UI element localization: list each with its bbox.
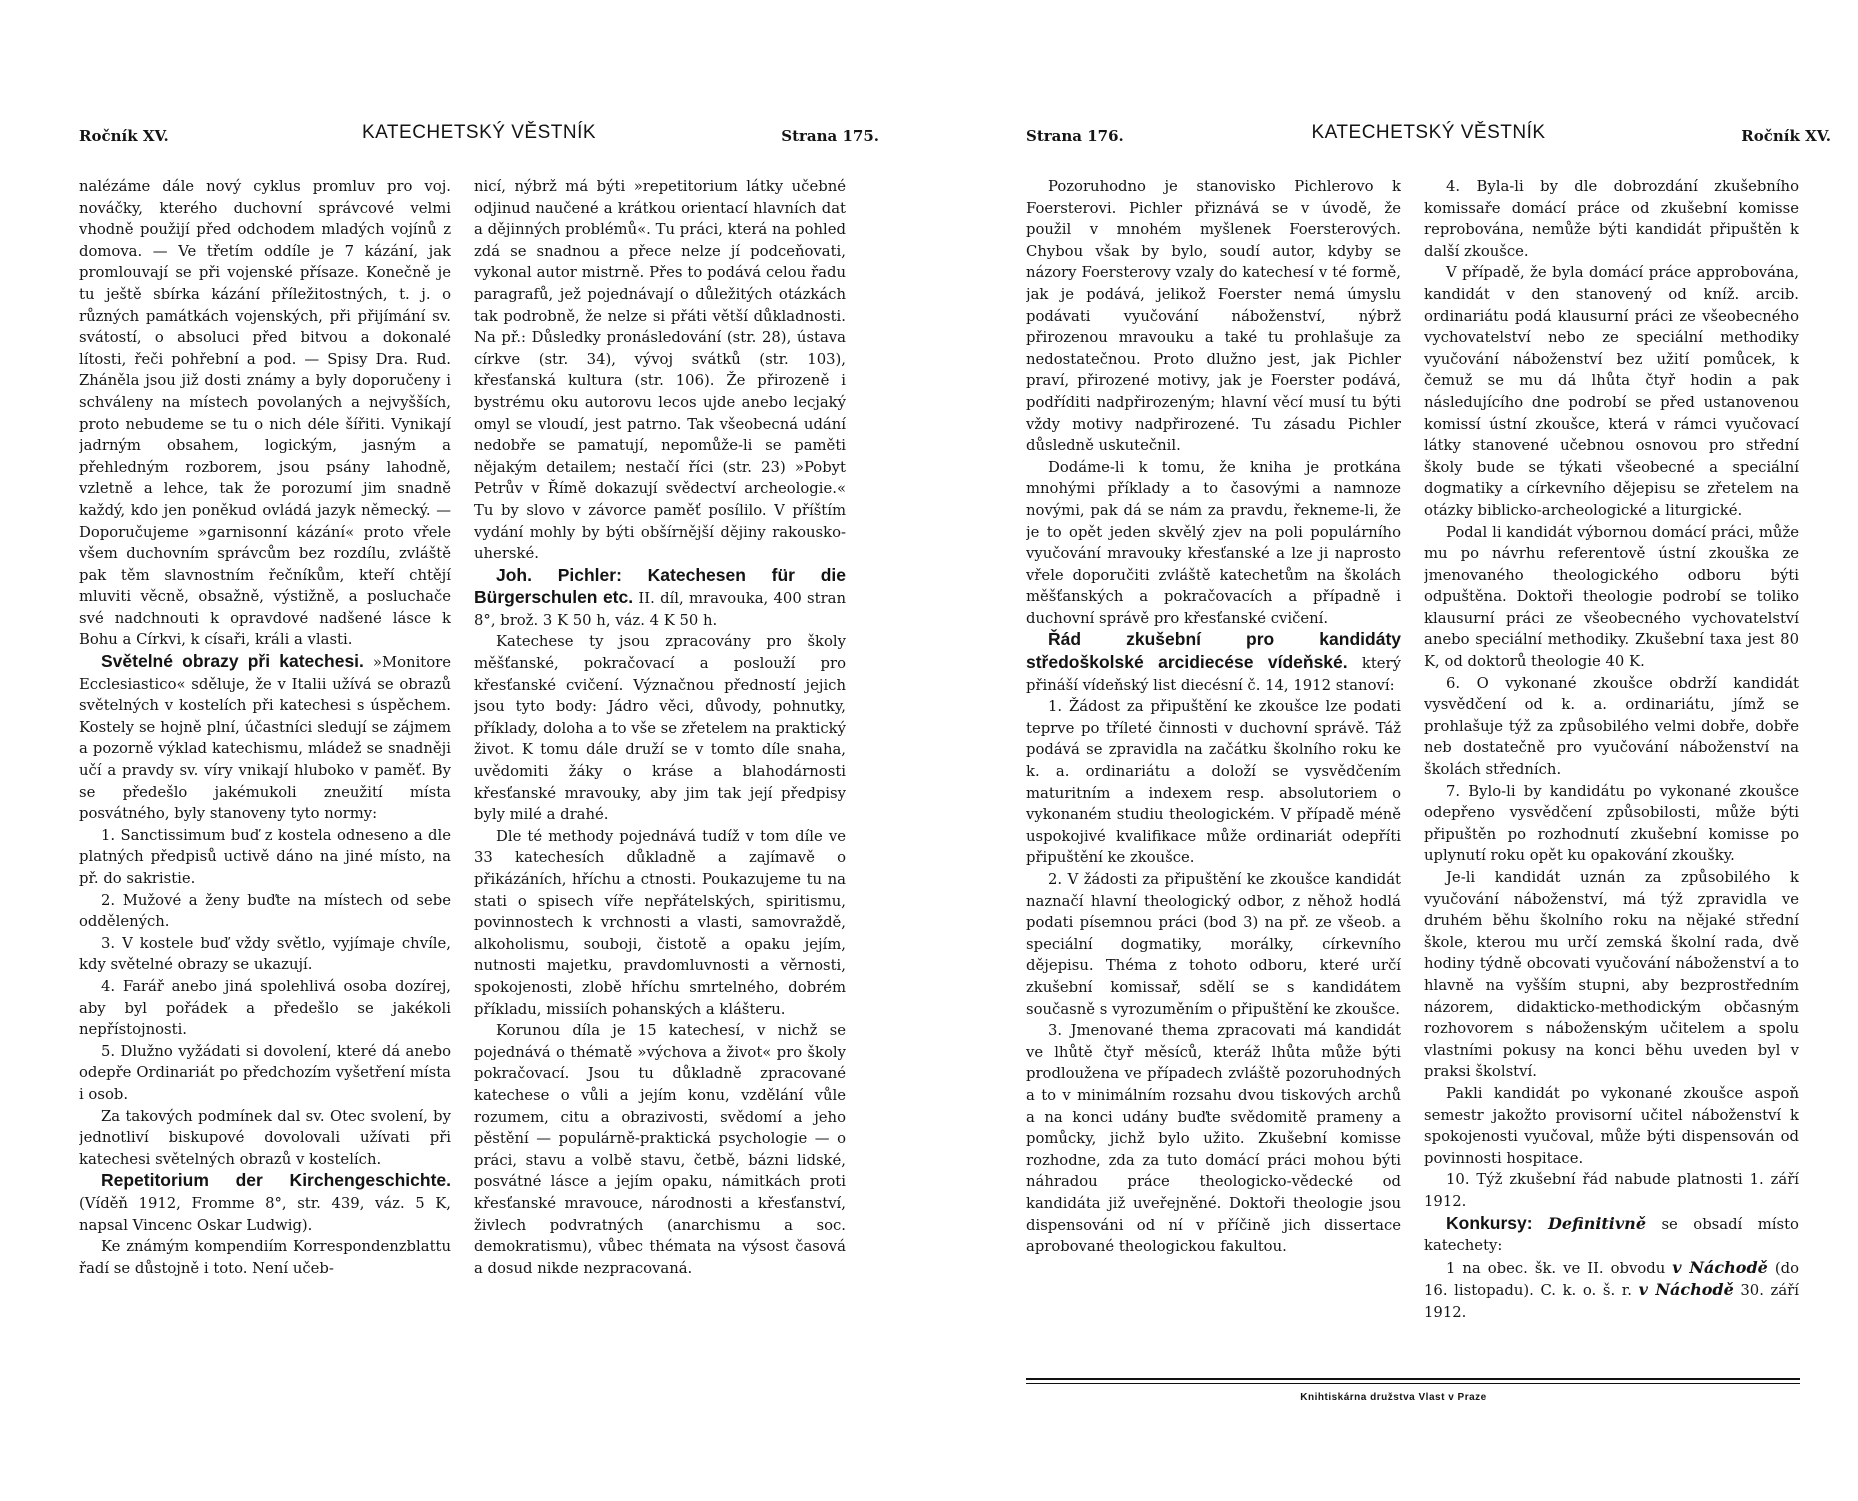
paragraph: Katechese ty jsou zpracovány pro školy měšťanské, pokračovací a poslouží pro křesťanské cvičení. Význačnou předností jejich jsou tyto body: Jádro věci, důvody, pohnutky, příklady, doloha a to vše se zřetelem na praktický život. K tomu dále druží se v tomto díle snaha, uvědomiti žáky o kráse a blahodárnosti křesťanské mravouky, aby jim tak její předpisy byly milé a drahé. (474, 633, 846, 824)
page-number: Strana 176. (1026, 127, 1124, 145)
list-item: 3. Jmenované thema zpracovati má kandidát ve lhůtě čtyř měsíců, kteráž lhůta může býti prodloužena ve případech zvláště pozoruhodných a to v minimálním rozsahu dvou tiskových archů a na konci udány buďte svědomitě prameny a pomůcky, jichž bylo užito. Zkušební komisse rozhodne, zda za tuto domácí práci mohou býti náhradou práce theologicko-vědecké od kandidáta již uveřejněné. Doktoři theologie jsou dispensováni od ní v příčině jich dissertace aprobované theologickou fakultou. (1026, 1022, 1401, 1256)
column-1 (79, 176, 451, 1279)
paragraph: Dodáme-li k tomu, že kniha je protkána mnohými příklady a to časovými a namnoze novými, pak dá se nám za pravdu, řekneme-li, že je to opět jeden skvělý zjev na poli populárního vyučování mravouky křesťanské a lze ji naprosto vřele doporučiti zvláště katechetům na školách měšťanských a pokračovacích a případně i duchovní správě pro křesťanské cvičení. (1026, 458, 1401, 627)
paragraph-text: který přináší vídeňský list diecésní č. 14, 1912 stanoví: (1026, 655, 1401, 694)
paragraph: Podal li kandidát výbornou domácí práci, může mu po návrhu referentově ústní zkouška ze jmenovaného theologického odboru býti odpuštěna. Doktoři theologie podrobí se toliko klausurní práci ze všeobecného vychovatelství anebo speciální methodiky. Zkušební taxa jest 80 K, od doktorů theologie 40 K. (1424, 523, 1799, 671)
article-paragraph (79, 651, 451, 825)
definitive-label: Definitivně (1548, 1213, 1646, 1233)
list-item: 5. Dlužno vyžádati si dovolení, které dá anebo odepře Ordinariát po předchozím vyšetření místa i osob. (79, 1042, 451, 1103)
paragraph: Dle té methody pojednává tudíž v tom díle ve 33 katechesích důkladně a zajímavě o přikázáních, hříchu a ctnosti. Poukazujeme tu na stati o spisech víře nepřátelských, spiritismu, povinnostech k vrchnosti a vlasti, samovraždě, alkoholismu, souboji, čistotě a opaku jejím, nutnosti majetku, pravdomluvnosti a věrnosti, spokojenosti, zlobě hříchu smrtelného, dobrém příkladu, missiích pohanských a klášteru. (474, 827, 846, 1018)
list-item: 1. Sanctissimum buď z kostela odneseno a dle platných předpisů uctivě dáno na jiné místo, na př. do sakristie. (79, 826, 451, 887)
place-name: v Náchodě (1638, 1280, 1734, 1300)
list-item: 6. O vykonané zkoušce obdrží kandidát vysvědčení od k. a. ordinariátu, jímž se prohlašuje týž za způsobilého velmi dobře, dobře neb dostatečně pro vyučování náboženství na školách středních. (1424, 674, 1799, 779)
place-name: v Náchodě (1672, 1257, 1768, 1277)
paragraph-text: se obsadí místo katechety: (1424, 1215, 1799, 1255)
footer-rule (1026, 1378, 1800, 1380)
list-item: 4. Byla-li by dle dobrozdání zkušebního komissaře domácí práce od zkušební komisse reprobována, nemůže býti kandidát připuštěn k další zkoušce. (1424, 178, 1799, 260)
article-paragraph (474, 565, 846, 632)
paragraph: Ke známým kompendiím Korrespondenzblattu řadí se důstojně i toto. Není učeb- (79, 1238, 451, 1277)
paragraph: Korunou díla je 15 katechesí, v nichž se pojednává o thématě »výchova a život« pro školy pokračovací. Jsou tu důkladně zpracované katechese o vůli a jejím konu, vzdělání vůle rozumem, citu a obrazivosti, svědomí a jeho pěstění — populárně-praktická psychologie — o práci, stavu a volbě stavu, četbě, bázni lidské, posvátné lásce a jejím opaku, námitkách proti křesťanské mravouce, národnosti a křesťanství, živlech podvratných (anarchismu a soc. demokratismu), vůbec thémata na výsost časová a dosud nikde nezpracovaná. (474, 1022, 846, 1277)
list-item: 7. Bylo-li by kandidátu po vykonané zkoušce odepřeno vysvědčení způsobilosti, může býti připuštěn po rozhodnutí zkušební komisse po uplynutí roku opět ku opakování zkoušky. (1424, 782, 1799, 865)
journal-title: KATECHETSKÝ VĚSTNÍK (361, 122, 597, 143)
konkursy-heading: Konkursy: (1446, 1212, 1533, 1233)
list-item: 2. V žádosti za připuštění ke zkoušce kandidát naznačí hlavní theologický odbor, z něhož hodlá podati písemnou práci (bod 3) na př. ze všeob. a speciální dogmatiky, morálky, církevního dějepisu. Théma z tohoto odboru, které určí zkušební komissař, sdělí se s kandidátem současně s vyrozuměním o připuštění ke zkoušce. (1026, 871, 1401, 1018)
konkurs-text: 1 na obec. šk. ve II. obvodu (1446, 1259, 1666, 1277)
paragraph: V případě, že byla domácí práce approbována, kandidát v den stanovený od kníž. arcib. ordinariátu podá klausurní práci ze všeobecného vychovatelství nebo ze speciální methodiky vyučování náboženství bez užití pomůcek, k čemuž se mu dá lhůta čtyř hodin a pak následujícího dne podrobí se před ustanovenou komissí ústní zkoušce, která v rámci vyučovací látky stanovené učebnou osnovou pro střední školy bude se týkati všeobecné a speciální dogmatiky a církevního dějepisu se zřetelem na otázky biblicko-archeologické a liturgické. (1424, 264, 1799, 519)
article-heading: Světelné obrazy při katechesi. (101, 651, 364, 672)
article-heading: Joh. Pichler: Katechesen für die Bürgerschulen etc. (474, 564, 846, 608)
right-page-header (1026, 122, 1831, 152)
konkurs-date: 30. září 1912. (1424, 1282, 1799, 1321)
paragraph-text: II. díl, mravouka, 400 stran 8°, brož. 3 K 50 h, váz. 4 K 50 h. (474, 590, 846, 629)
article-heading: Řád zkušební pro kandidáty středoškolské arcidiecése vídeňské. (1026, 629, 1401, 673)
list-item: 3. V kostele buď vždy světlo, vyjímaje chvíle, kdy světelné obrazy se ukazují. (79, 934, 451, 974)
footer-rule (1026, 1383, 1800, 1384)
paragraph-text: »Monitore Ecclesiastico« sděluje, že v Italii užívá se obrazů světelných v kostelích při katechesi s úspěchem. Kostely se hojně plní, účastníci sledují se zájmem a pozorně výklad katechismu, mládež se snadněji učí a pravdy sv. víry vnikají hluboko v paměť. By se předešlo jakémukoli zneužití místa posvátného, byly stanoveny tyto normy: (79, 654, 451, 823)
article-heading: Repetitorium der Kirchengeschichte. (101, 1170, 451, 1191)
paragraph: Za takových podmínek dal sv. Otec svolení, by jednotliví biskupové dovolovali užívati při katechesi světelných obrazů v kostelích. (79, 1107, 451, 1168)
paragraph-text: (Víděň 1912, Fromme 8°, str. 439, váz. 5 K, napsal Vincenc Oskar Ludwig). (79, 1194, 451, 1234)
paragraph: Pozoruhodno je stanovisko Pichlerovo k Foersterovi. Pichler přiznává se v úvodě, že použil v mnohém myšlenek Foersterových. Chybou však by bylo, soudí autor, kdyby se názory Foersterovy vzaly do katechesí v té formě, jak je podává, jelikož Foerster nemá úmyslu podávati vyučování náboženství, nýbrž přirozenou mravouku a také tu prohlašuje za nedostatečnou. Proto dlužno jest, jak Pichler praví, přirozené motivy, jak je Foerster podává, podříditi nadpřirozeným; hlavní věcí musí tu býti vždy motivy nadpřirozené. Tu zásadu Pichler důsledně uskutečnil. (1026, 178, 1401, 455)
paragraph: nalézáme dále nový cyklus promluv pro voj. nováčky, kterého duchovní správcové velmi vhodně použijí před odchodem mladých vojínů z domova. — Ve třetím oddíle je 7 kázání, jak promlouvají se při vojenské přísaze. Konečně je tu ještě sbírka kázání příležitostných, t. j. o různých památkách vojenských, při přijímání sv. svátostí, o absoluci před bitvou a dokonalé lítosti, řeči pohřební a pod. — Spisy Dra. Rud. Zháněla jsou již dosti známy a byly doporučeny i schváleny na místech povolaných a nejvyšších, proto nebudeme se tu o nich déle šířiti. Vynikají jadrným obsahem, logickým, jasným a přehledným rozborem, jsou psány lahodně, vzletně a lehce, tak že porozumí jim snadně každý, kdo jen poněkud ovládá jazyk německý. — Doporučujeme »garnisonní kázání« proto vřele všem duchovním správcům bez rozdílu, zvláště pak těm slavnostním řečníkům, kteří chtějí mluviti věcně, obsažně, výstižně, a posluchače své nadchnouti k opravdové nadšené lásce k Bohu a Církvi, k císaři, králi a vlasti. (79, 178, 451, 649)
paragraph: Pakli kandidát po vykonané zkoušce aspoň semestr jakožto provisorní učitel náboženství k spokojenosti vyučoval, může býti dispensován od povinnosti hospitace. (1424, 1084, 1799, 1167)
volume-label: Ročník XV. (79, 127, 169, 145)
list-item: 2. Mužové a ženy buďte na místech od sebe oddělených. (79, 891, 451, 931)
column-2 (474, 176, 846, 1279)
konkurs-text: (do 16. listopadu). C. k. o. š. r. (1424, 1259, 1799, 1300)
paragraph: nicí, nýbrž má býti »repetitorium látky učebné odjinud naučené a krátkou orientací hlavních dat a dějinných problémů«. Tu práci, která na pohled zdá se snadnou a přece nelze jí podceňovati, vykonal autor mistrně. Přes to podává celou řadu paragrafů, jež pojednávají o důležitých otázkách tak podrobně, že nelze si přáti větší důkladnosti. Na př.: Důsledky pronásledování (str. 28), ústava církve (str. 34), vývoj svátků (str. 103), křesťanská kultura (str. 106). Že přirozeně i bystrému oku autorovu lecos ujde anebo lecjaký omyl se vloudí, jest patrno. Tak všeobecná udání nedobře se pamatují, nepomůže-li se paměti nějakým detailem; nestačí říci (str. 23) »Pobyt Petrův v Římě dokazují svědectví archeologie.« Tu by slovo v závorce paměť posílilo. V příštím vydání mohly by býti obšírnější dějiny rakousko-uherské. (474, 178, 846, 563)
list-item: 1. Žádost za připuštění ke zkoušce lze podati teprve po tříleté činnosti v duchovní správě. Táž podává se zpravidla na začátku školního roku ke k. a. ordinariátu a doloží se vysvědčením maturitním a indexem resp. absolutoriem o vykonaném studiu theologickém. V případě méně uspokojivé kvalifikace může ordinariát odepříti připuštění ke zkoušce. (1026, 698, 1401, 867)
paragraph: Je-li kandidát uznán za způsobilého k vyučování náboženství, má týž zpravidla ve druhém běhu školního roku na nějaké střední škole, kterou mu určí zemská školní rada, dvě hodiny týdně obcovati vyučování náboženství a to hlavně na vyšším stupni, aby bezprostředním názorem, didakticko-methodickým občasným rozhovorem s náboženským učitelem a spolu vlastními pokusy na konci běhu uveden byl v praksi školství. (1424, 869, 1799, 1081)
konkurs-item (1424, 1257, 1799, 1324)
article-paragraph (1026, 629, 1401, 696)
journal-title: KATECHETSKÝ VĚSTNÍK (1311, 122, 1546, 143)
volume-label: Ročník XV. (1741, 127, 1831, 145)
left-page-header (79, 122, 879, 152)
article-paragraph (79, 1170, 451, 1236)
column-3 (1026, 176, 1401, 1258)
list-item: 4. Farář anebo jiná spolehlivá osoba dozírej, aby byl pořádek a předešlo se jakékoli nepřístojnosti. (79, 977, 451, 1039)
column-4 (1424, 176, 1799, 1323)
page-number: Strana 175. (781, 127, 879, 145)
list-item: 10. Týž zkušební řád nabude platnosti 1. září 1912. (1424, 1171, 1799, 1210)
right-page (929, 0, 1858, 1501)
konkursy-paragraph (1424, 1213, 1799, 1257)
printer-imprint: Knihtiskárna družstva Vlast v Praze (1300, 1392, 1487, 1403)
